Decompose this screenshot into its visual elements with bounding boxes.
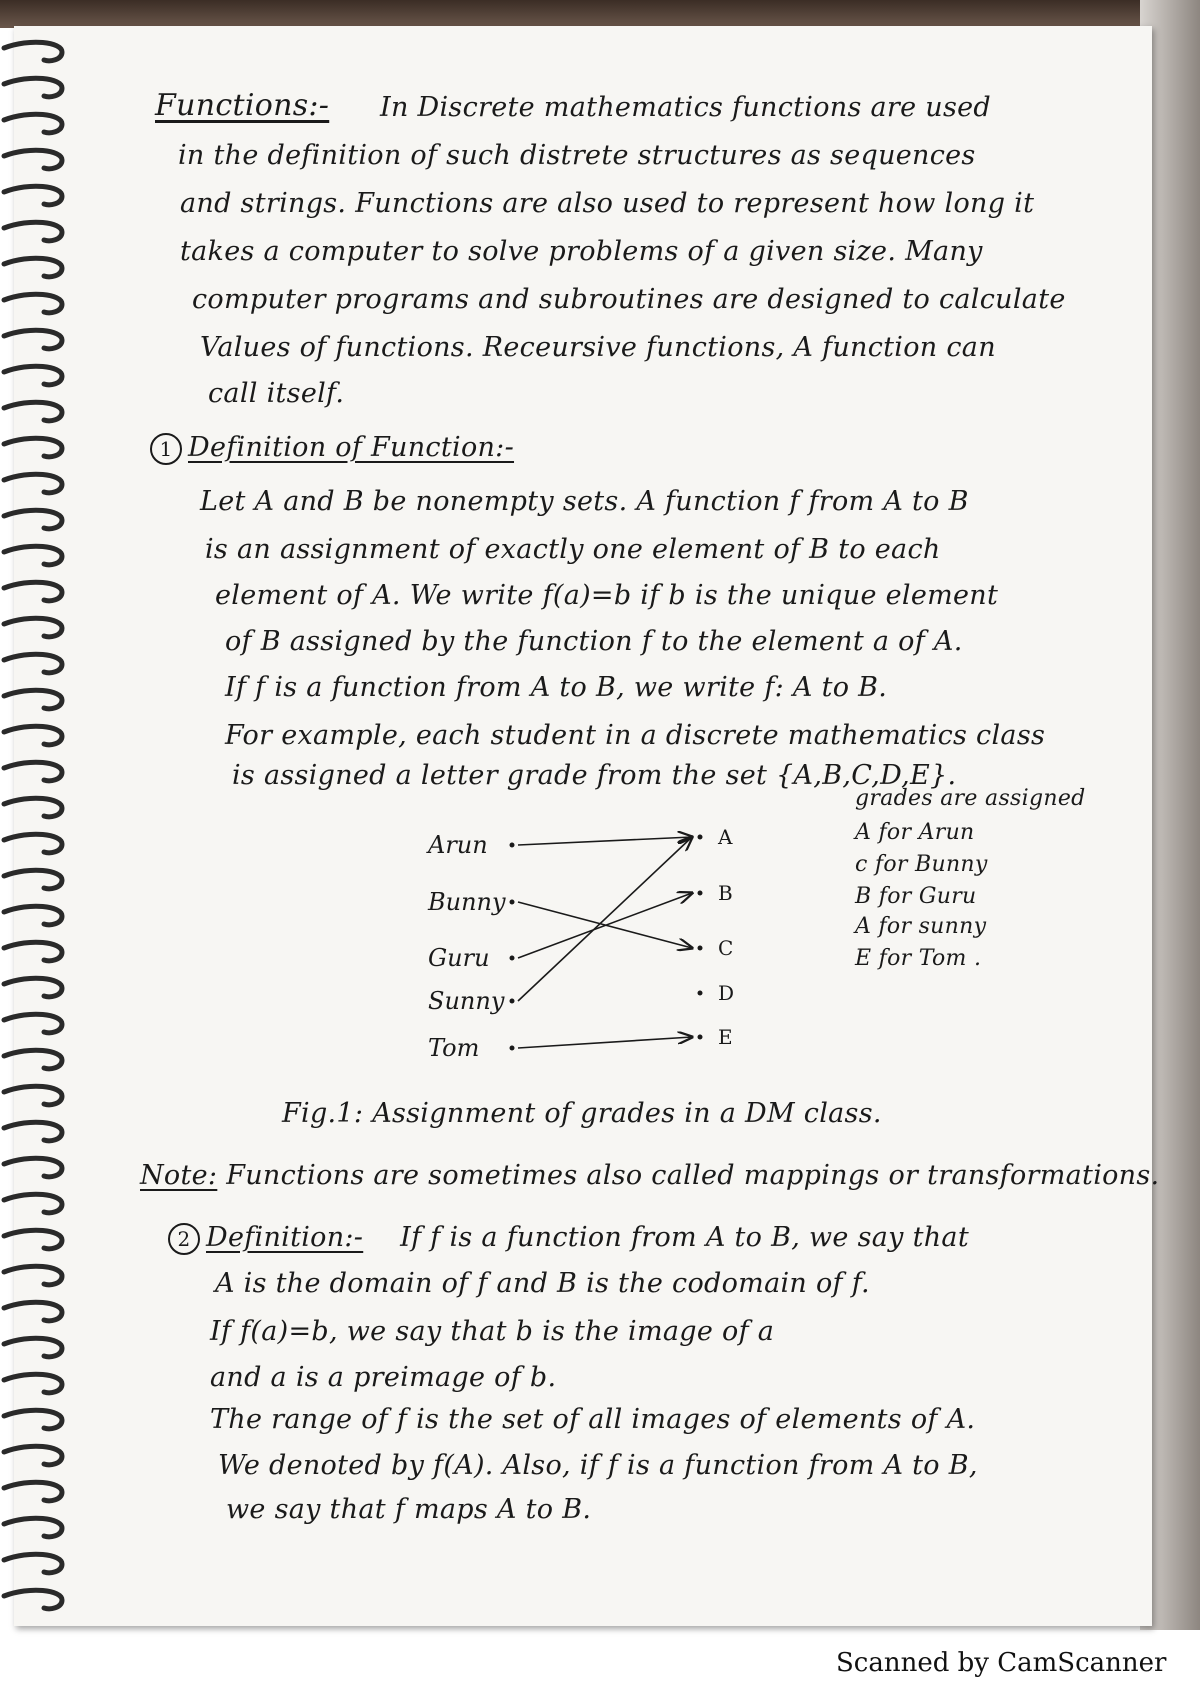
note	[140, 1160, 1159, 1191]
spiral-coil	[4, 546, 62, 565]
section2-first-line: If f is a function from A to B, we say that	[400, 1222, 969, 1253]
intro-line: Values of functions. Receursive functions, A function can	[200, 332, 996, 363]
spiral-coil	[4, 1050, 62, 1069]
table-edge	[0, 0, 1200, 28]
spiral-coil	[4, 1410, 62, 1429]
section1-line: is an assignment of exactly one element of B to each	[205, 534, 941, 565]
student-dot	[510, 999, 515, 1004]
spiral-coil	[4, 1446, 62, 1465]
section-number-badge: 2	[168, 1223, 200, 1255]
mapping-arrow	[518, 893, 692, 958]
mapping-arrow	[518, 837, 692, 1001]
spiral-coil	[4, 834, 62, 853]
spiral-coil	[4, 258, 62, 277]
spiral-coil	[4, 1086, 62, 1105]
section2-line: We denoted by f(A). Also, if f is a function from A to B,	[218, 1450, 978, 1481]
spiral-coil	[4, 798, 62, 817]
spiral-coil	[4, 78, 62, 97]
spiral-coil	[4, 1374, 62, 1393]
student-dot	[510, 900, 515, 905]
figure-caption: Fig.1: Assignment of grades in a DM class.	[282, 1098, 882, 1129]
spiral-coil	[4, 726, 62, 745]
spiral-coil	[4, 150, 62, 169]
note-label: Note:	[140, 1160, 218, 1191]
grade-label: E	[718, 1025, 733, 1049]
spiral-coil	[4, 1158, 62, 1177]
spiral-coil	[4, 1014, 62, 1033]
student-label: Bunny	[428, 888, 506, 916]
intro-line: In Discrete mathematics functions are used	[380, 92, 991, 123]
intro-line: and strings. Functions are also used to represent how long it	[180, 188, 1035, 219]
section2-line: and a is a preimage of b.	[210, 1362, 557, 1393]
spiral-coil	[4, 1518, 62, 1537]
spiral-coil	[4, 906, 62, 925]
grade-label: D	[718, 981, 735, 1005]
section1-line: Let A and B be nonempty sets. A function f from A to B	[200, 486, 969, 517]
spiral-coil	[4, 1266, 62, 1285]
spiral-coil	[4, 186, 62, 205]
section2-line: we say that f maps A to B.	[226, 1494, 592, 1525]
grade-dot	[698, 835, 703, 840]
section1-title: Definition of Function:-	[188, 432, 515, 463]
student-label: Arun	[428, 831, 488, 859]
grade-note-item: A for Arun	[855, 820, 975, 845]
grade-note-item: E for Tom .	[855, 946, 982, 971]
spiral-coil	[4, 1122, 62, 1141]
grade-label: B	[718, 881, 733, 905]
spiral-coil	[4, 1194, 62, 1213]
student-dot	[510, 956, 515, 961]
grade-note-item: c for Bunny	[855, 852, 988, 877]
spiral-coil	[4, 942, 62, 961]
spiral-coil	[4, 762, 62, 781]
student-dot	[510, 843, 515, 848]
spiral-coil	[4, 582, 62, 601]
section1-heading	[150, 432, 514, 465]
section1-line: For example, each student in a discrete mathematics class	[225, 720, 1046, 751]
spiral-coil	[4, 1230, 62, 1249]
section-number-badge: 1	[150, 433, 182, 465]
spiral-coil	[4, 1482, 62, 1501]
spiral-coil	[4, 510, 62, 529]
page-heading: Functions:-	[155, 88, 330, 123]
section1-line: If f is a function from A to B, we write f: A to B.	[225, 672, 888, 703]
section2-title: Definition:-	[206, 1222, 364, 1253]
student-label: Guru	[428, 944, 490, 972]
spiral-coil	[4, 222, 62, 241]
spiral-coil	[4, 366, 62, 385]
section1-line: element of A. We write f(a)=b if b is the unique element	[215, 580, 999, 611]
spiral-coil	[4, 1554, 62, 1573]
spiral-coil	[4, 618, 62, 637]
student-label: Sunny	[428, 987, 505, 1015]
section2-heading	[168, 1222, 969, 1255]
intro-line: computer programs and subroutines are designed to calculate	[192, 284, 1066, 315]
grade-label: A	[718, 825, 733, 849]
spiral-coil	[4, 294, 62, 313]
spiral-coil	[4, 402, 62, 421]
spiral-coil	[4, 870, 62, 889]
spiral-coil	[4, 978, 62, 997]
intro-line: call itself.	[208, 378, 345, 409]
grade-notes-title: grades are assigned	[855, 786, 1086, 811]
spiral-coil	[4, 330, 62, 349]
spiral-coil	[4, 1302, 62, 1321]
grade-dot	[698, 1035, 703, 1040]
grade-dot	[698, 891, 703, 896]
section2-line: If f(a)=b, we say that b is the image of a	[210, 1316, 775, 1347]
spiral-coil	[4, 654, 62, 673]
grade-note-item: B for Guru	[855, 884, 977, 909]
mapping-arrow	[518, 837, 692, 845]
intro-line: takes a computer to solve problems of a given size. Many	[180, 236, 983, 267]
grade-dot	[698, 946, 703, 951]
grade-note-item: A for sunny	[855, 914, 987, 939]
spiral-coil	[4, 690, 62, 709]
grade-dot	[698, 991, 703, 996]
scanner-watermark: Scanned by CamScanner	[836, 1648, 1167, 1678]
spiral-coil	[4, 114, 62, 133]
section2-line: The range of f is the set of all images of elements of A.	[210, 1404, 976, 1435]
spiral-coil	[4, 438, 62, 457]
section1-line: is assigned a letter grade from the set {A,B,C,D,E}.	[232, 760, 957, 791]
grade-label: C	[718, 936, 734, 960]
section1-line: of B assigned by the function f to the element a of A.	[225, 626, 963, 657]
mapping-arrow	[518, 1037, 692, 1048]
student-label: Tom	[428, 1034, 480, 1062]
spiral-coil	[4, 42, 62, 61]
student-dot	[510, 1046, 515, 1051]
spiral-coil	[4, 474, 62, 493]
spiral-coil	[4, 1338, 62, 1357]
section2-line: A is the domain of f and B is the codomain of f.	[215, 1268, 870, 1299]
spiral-coil	[4, 1590, 62, 1609]
grade-mapping-diagram	[420, 815, 760, 1075]
note-text: Functions are sometimes also called mappings or transformations.	[226, 1160, 1160, 1191]
spiral-binding-icon	[0, 28, 80, 1628]
intro-line: in the definition of such distrete structures as sequences	[178, 140, 976, 171]
